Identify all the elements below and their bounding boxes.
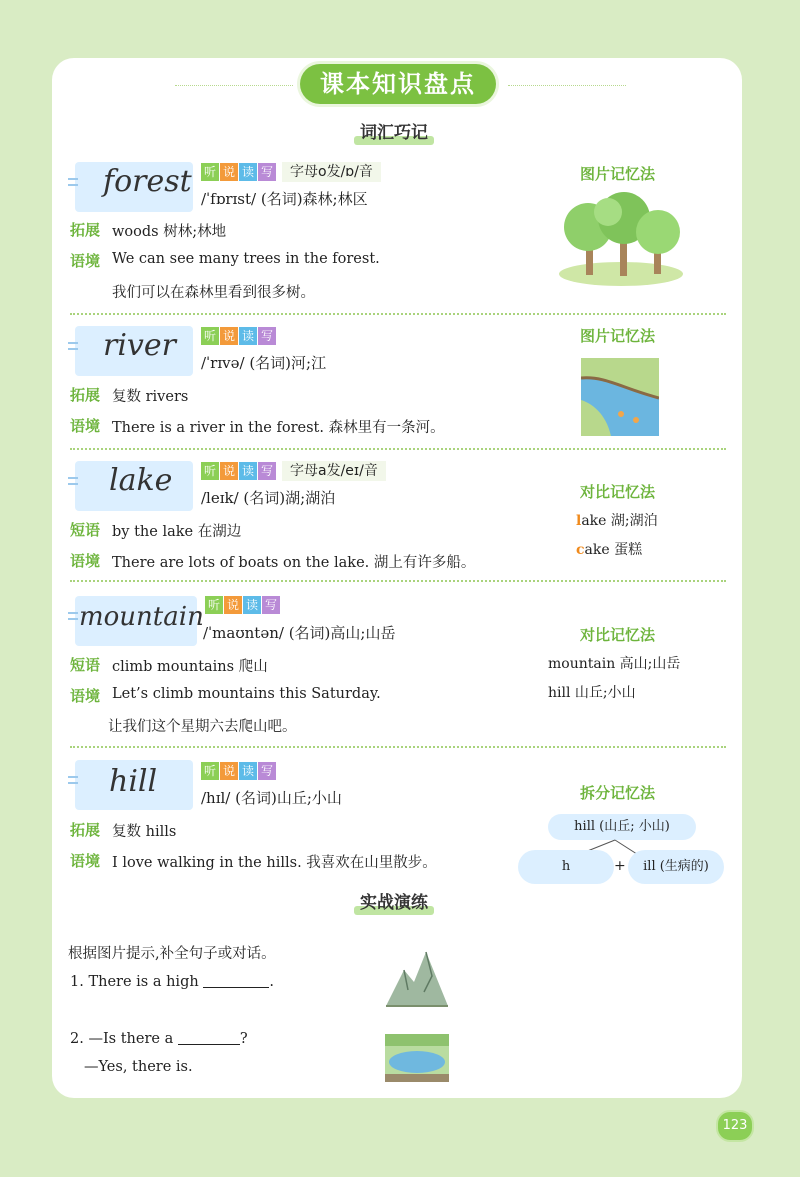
phrase-text: climb mountains 爬山 xyxy=(112,659,268,675)
phrase-text: by the lake 在湖边 xyxy=(112,524,242,540)
skill-tags xyxy=(201,762,276,780)
context-translation: 我们可以在森林里看到很多树。 xyxy=(112,285,315,301)
label-context: 语境 xyxy=(70,417,101,435)
tag-speak: 说 xyxy=(220,327,238,345)
phonetic: /ˈfɒrɪst/ (名词)森林;林区 xyxy=(201,190,368,208)
answer-blank[interactable] xyxy=(178,1030,240,1045)
word-box-forest xyxy=(75,162,193,212)
tag-write: 写 xyxy=(258,327,276,345)
tag-listen: 听 xyxy=(201,327,219,345)
label-context: 语境 xyxy=(70,252,101,270)
split-whole: hill (山丘; 小山) xyxy=(548,814,696,840)
label-context: 语境 xyxy=(70,687,101,705)
tag-listen: 听 xyxy=(201,762,219,780)
tag-write: 写 xyxy=(258,762,276,780)
separator xyxy=(70,580,726,582)
tag-listen: 听 xyxy=(201,462,219,480)
phonetic: /leɪk/ (名词)湖;湖泊 xyxy=(201,489,336,507)
memory-method: 拆分记忆法 xyxy=(580,784,656,802)
forest-illustration-icon xyxy=(558,192,684,286)
label-phrase: 短语 xyxy=(70,656,101,674)
tag-write: 写 xyxy=(258,462,276,480)
expand-text: 复数 hills xyxy=(112,824,177,840)
mountain-illustration-icon xyxy=(384,946,450,1008)
context-sentence: We can see many trees in the forest. xyxy=(112,251,380,267)
compare-item: lake 湖;湖泊 xyxy=(576,513,658,529)
word-box-lake xyxy=(75,461,193,511)
compare-item: hill 山丘;小山 xyxy=(548,685,636,701)
header-rule-left xyxy=(175,85,293,86)
label-expand: 拓展 xyxy=(70,821,101,839)
practice-instruction: 根据图片提示,补全句子或对话。 xyxy=(68,946,276,962)
headword: river xyxy=(103,328,176,363)
context-translation: 让我们这个星期六去爬山吧。 xyxy=(108,719,297,735)
split-plus: + xyxy=(614,858,626,874)
headword: hill xyxy=(109,764,158,799)
phonetic: /hɪl/ (名词)山丘;小山 xyxy=(201,789,342,807)
tag-speak: 说 xyxy=(224,596,242,614)
headword: forest xyxy=(103,164,192,199)
headword: lake xyxy=(109,463,173,498)
header-rule-right xyxy=(508,85,626,86)
label-phrase: 短语 xyxy=(70,521,101,539)
memory-method: 图片记忆法 xyxy=(580,327,656,345)
headword: mountain xyxy=(79,602,204,632)
tag-listen: 听 xyxy=(205,596,223,614)
question-1: 1. There is a high . xyxy=(70,974,274,990)
tag-listen: 听 xyxy=(201,163,219,181)
skill-tags xyxy=(201,462,276,480)
question-2-answer: —Yes, there is. xyxy=(84,1059,193,1075)
question-2: 2. —Is there a ? xyxy=(70,1031,248,1047)
context-sentence: There is a river in the forest. 森林里有一条河。 xyxy=(112,420,445,436)
expand-text: woods 树林;林地 xyxy=(112,224,227,240)
context-sentence: I love walking in the hills. 我喜欢在山里散步。 xyxy=(112,855,437,871)
pronunciation-rule: 字母o发/ɒ/音 xyxy=(282,162,381,182)
word-box-river xyxy=(75,326,193,376)
word-box-hill xyxy=(75,760,193,810)
label-expand: 拓展 xyxy=(70,221,101,239)
separator xyxy=(70,313,726,315)
skill-tags xyxy=(201,163,276,181)
skill-tags xyxy=(205,596,280,614)
context-sentence: There are lots of boats on the lake. 湖上有许多船。 xyxy=(112,555,476,571)
page-number: 123 xyxy=(716,1110,754,1142)
tag-read: 读 xyxy=(239,762,257,780)
phonetic: /ˈmaʊntən/ (名词)高山;山岳 xyxy=(203,624,396,642)
phonetic: /ˈrɪvə/ (名词)河;江 xyxy=(201,354,327,372)
label-context: 语境 xyxy=(70,852,101,870)
label-context: 语境 xyxy=(70,552,101,570)
compare-item: cake 蛋糕 xyxy=(576,542,643,558)
split-part-left: h xyxy=(518,850,614,884)
tag-read: 读 xyxy=(239,163,257,181)
compare-item: mountain 高山;山岳 xyxy=(548,656,681,672)
tag-write: 写 xyxy=(262,596,280,614)
tag-read: 读 xyxy=(239,462,257,480)
tag-speak: 说 xyxy=(220,163,238,181)
label-expand: 拓展 xyxy=(70,386,101,404)
word-box-mountain xyxy=(75,596,204,646)
memory-method: 对比记忆法 xyxy=(580,483,656,501)
tag-read: 读 xyxy=(239,327,257,345)
expand-text: 复数 rivers xyxy=(112,389,189,405)
page-title: 课本知识盘点 xyxy=(300,64,496,104)
tag-write: 写 xyxy=(258,163,276,181)
skill-tags xyxy=(201,327,276,345)
separator xyxy=(70,746,726,748)
section-heading-vocab: 词汇巧记 xyxy=(360,118,428,143)
pronunciation-rule: 字母a发/eɪ/音 xyxy=(282,461,386,481)
answer-blank[interactable] xyxy=(203,973,269,988)
section-heading-practice: 实战演练 xyxy=(360,888,428,913)
memory-method: 对比记忆法 xyxy=(580,626,656,644)
tag-speak: 说 xyxy=(220,762,238,780)
river-illustration-icon xyxy=(581,358,659,436)
split-part-right: ill (生病的) xyxy=(628,850,724,884)
tag-read: 读 xyxy=(243,596,261,614)
tag-speak: 说 xyxy=(220,462,238,480)
lake-illustration-icon xyxy=(385,1034,449,1082)
memory-method: 图片记忆法 xyxy=(580,165,656,183)
context-sentence: Let’s climb mountains this Saturday. xyxy=(112,686,381,702)
separator xyxy=(70,448,726,450)
